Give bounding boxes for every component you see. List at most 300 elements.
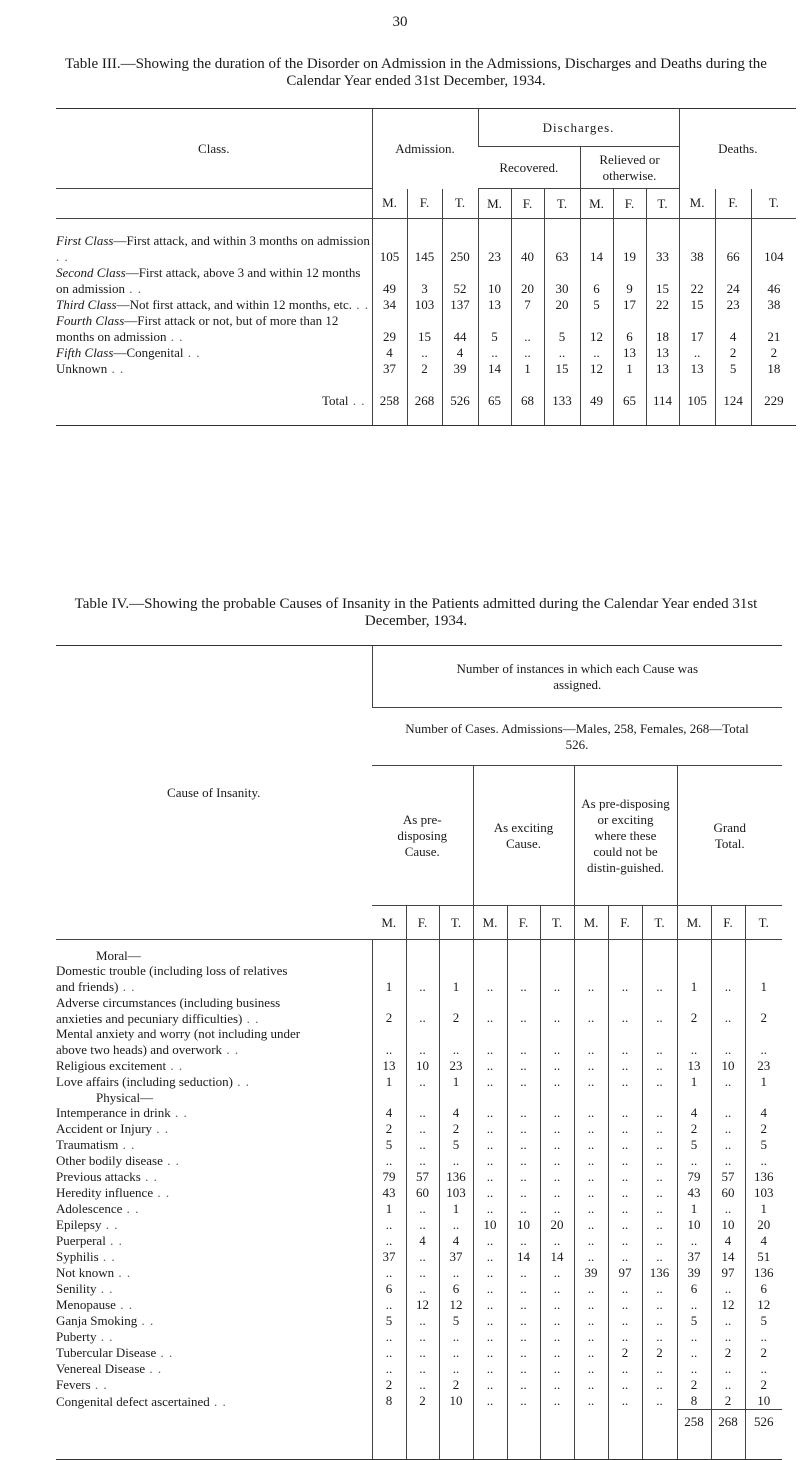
t4-cell: ..: [642, 1105, 677, 1121]
t4-cell: ..: [642, 1153, 677, 1169]
leader-dots: . .: [114, 1265, 132, 1281]
table-row: [56, 1217, 782, 1233]
t4-cell: ..: [507, 979, 540, 995]
t3-subhead-blank: [56, 189, 372, 219]
page-number: 30: [392, 14, 408, 30]
t4-cell: ..: [507, 1377, 540, 1393]
t4-cell: 97: [711, 1265, 745, 1281]
t3-subheader: T.: [442, 189, 478, 219]
t4-cell: ..: [574, 1137, 608, 1153]
table-row: [56, 1265, 782, 1281]
t4-cell: ..: [540, 1345, 574, 1361]
leader-dots: . .: [105, 1233, 123, 1249]
table-row: [56, 1090, 782, 1105]
t3-class-label: [56, 361, 372, 377]
t4-cell: ..: [439, 1329, 473, 1345]
t4-cell: 12: [711, 1297, 745, 1313]
t4-total-empty: [642, 1410, 677, 1460]
table-row: [56, 1169, 782, 1185]
t3-subheader: M.: [580, 189, 613, 219]
t4-total-empty: [507, 1410, 540, 1460]
t4-cell: ..: [574, 1345, 608, 1361]
table-row: [56, 963, 782, 978]
t4-cell: ..: [574, 1281, 608, 1297]
t4-cell: ..: [711, 1074, 745, 1090]
leader-dots: . .: [209, 1393, 227, 1409]
t3-cell: 20: [511, 265, 544, 297]
t4-cause-label: [56, 1249, 372, 1265]
t4-cell: ..: [711, 1121, 745, 1137]
t4-cell: [372, 1090, 406, 1105]
t4-cell: ..: [574, 1217, 608, 1233]
t4-cell: [642, 1090, 677, 1105]
table-row: [56, 1329, 782, 1345]
t3-class-description: —Not first attack, and within 12 months, etc.: [116, 297, 352, 312]
t4-cell: [473, 940, 507, 964]
t4-cell: 136: [745, 1265, 782, 1281]
table-row: [56, 1393, 782, 1410]
t3-cell: 38: [679, 219, 715, 266]
t3-cell: 21: [751, 313, 796, 345]
leader-dots: . .: [118, 1137, 136, 1153]
t3-discharges-header: Discharges.: [478, 109, 679, 147]
t4-cell: 2: [745, 1010, 782, 1026]
t4-cell: 4: [372, 1105, 406, 1121]
t4-cause-label: [56, 1265, 372, 1281]
t4-cell: 5: [439, 1137, 473, 1153]
leader-dots: . .: [124, 281, 142, 296]
t4-cell: ..: [540, 979, 574, 995]
t4-cell: [711, 1090, 745, 1105]
t4-cell: [608, 1026, 642, 1041]
t4-total-cell: 268: [711, 1410, 745, 1460]
t4-cell: [507, 963, 540, 978]
t4-cell: ..: [608, 1169, 642, 1185]
t4-cell: 1: [677, 979, 711, 995]
t4-cell: ..: [677, 1361, 711, 1377]
t4-cell: ..: [406, 1042, 439, 1058]
t4-cause-text: Love affairs (including seduction): [56, 1073, 234, 1089]
t3-cell: 17: [679, 313, 715, 345]
t3-cell: 20: [544, 297, 580, 313]
t3-cell: 63: [544, 219, 580, 266]
t4-cell: ..: [642, 1010, 677, 1026]
t4-cell: [608, 963, 642, 978]
t4-cell: ..: [608, 1137, 642, 1153]
t4-cell: ..: [574, 1233, 608, 1249]
t4-cell: ..: [473, 1201, 507, 1217]
t4-cell: [507, 1090, 540, 1105]
t4-cell: ..: [677, 1297, 711, 1313]
t4-cell: ..: [574, 1249, 608, 1265]
t4-cell: ..: [745, 1361, 782, 1377]
t4-cell: 8: [372, 1393, 406, 1410]
t4-cell: 39: [574, 1265, 608, 1281]
t3-recovered-header: Recovered.: [478, 147, 580, 189]
t4-cell: 6: [372, 1281, 406, 1297]
t4-cell: [745, 963, 782, 978]
t4-cell: 2: [711, 1345, 745, 1361]
t4-cell: ..: [642, 1233, 677, 1249]
t3-cell: 37: [372, 361, 407, 377]
t4-cell: ..: [406, 1217, 439, 1233]
t4-cause-label: [56, 1201, 372, 1217]
t4-cell: ..: [540, 1105, 574, 1121]
t4-cell: ..: [473, 1185, 507, 1201]
t4-cell: 10: [745, 1393, 782, 1410]
t4-cause-text: Not known: [56, 1265, 115, 1281]
t4-cell: ..: [406, 1313, 439, 1329]
t4-cause-text: Menopause: [56, 1297, 116, 1313]
table-row: [56, 979, 782, 995]
t3-total-cell: 268: [407, 377, 442, 425]
t4-cell: ..: [711, 1313, 745, 1329]
t3-cell: 40: [511, 219, 544, 266]
table-row: [56, 345, 796, 361]
leader-dots: . .: [242, 1010, 260, 1026]
t4-cell: 2: [642, 1345, 677, 1361]
t3-cell: 145: [407, 219, 442, 266]
table-row: [56, 297, 796, 313]
t4-cell: ..: [608, 1361, 642, 1377]
t3-cell: 4: [715, 313, 751, 345]
t3-cell: ..: [407, 345, 442, 361]
t3-cell: 10: [478, 265, 511, 297]
table-row: [56, 1074, 782, 1090]
t4-cell: 20: [540, 1217, 574, 1233]
t4-cell: 57: [406, 1169, 439, 1185]
t4-cause-label: [56, 1329, 372, 1345]
t4-cell: ..: [574, 1010, 608, 1026]
t4-cell: 10: [711, 1058, 745, 1074]
t4-cell: 5: [372, 1137, 406, 1153]
leader-dots: . .: [96, 1281, 114, 1297]
t4-cell: ..: [642, 1201, 677, 1217]
t3-admission-header: Admission.: [372, 109, 478, 189]
t4-cell: ..: [642, 1393, 677, 1410]
t3-cell: 105: [372, 219, 407, 266]
t4-cell: ..: [608, 1329, 642, 1345]
t4-cell: 4: [439, 1233, 473, 1249]
t4-cell: ..: [473, 1249, 507, 1265]
t4-cell: 37: [439, 1249, 473, 1265]
t4-cell: ..: [608, 1297, 642, 1313]
t4-cell: 1: [745, 1074, 782, 1090]
t4-cell: [745, 940, 782, 964]
t4-cause-text: Epilepsy: [56, 1217, 102, 1233]
t4-subheader: T.: [439, 906, 473, 940]
t3-cell: 2: [751, 345, 796, 361]
t4-subheader: T.: [745, 906, 782, 940]
t4-cell: 1: [677, 1074, 711, 1090]
t4-cell: 2: [439, 1377, 473, 1393]
t4-cell: ..: [406, 1265, 439, 1281]
t4-cell: ..: [473, 1153, 507, 1169]
t4-cell: ..: [406, 1329, 439, 1345]
t3-cell: 17: [613, 297, 646, 313]
t4-cell: ..: [745, 1153, 782, 1169]
t3-cell: 29: [372, 313, 407, 345]
t4-cell: ..: [574, 1377, 608, 1393]
t4-cause-text: Intemperance in drink: [56, 1105, 171, 1121]
t4-cell: 12: [406, 1297, 439, 1313]
t4-cell: ..: [677, 1329, 711, 1345]
t4-cell: [439, 940, 473, 964]
table3-caption: Table III.—Showing the duration of the Disorder on Admission in the Admissions, Discharges and Deaths during the Calendar Year ended 31st December, 1934.: [65, 56, 767, 89]
t4-cell: [372, 940, 406, 964]
t4-cause-label: [56, 1217, 372, 1233]
t3-cell: 22: [679, 265, 715, 297]
t4-cell: ..: [507, 1042, 540, 1058]
t4-cell: ..: [473, 1105, 507, 1121]
t3-cell: 14: [580, 219, 613, 266]
t4-cell: ..: [711, 1377, 745, 1393]
t4-subheader: M.: [677, 906, 711, 940]
t4-cell: [574, 940, 608, 964]
t3-cell: 15: [407, 313, 442, 345]
t4-subheader: M.: [372, 906, 406, 940]
t4-cell: ..: [608, 1074, 642, 1090]
t4-cause-label: [56, 1026, 372, 1041]
t4-cause-text: anxieties and pecuniary difficulties): [56, 1010, 243, 1026]
t4-indistinguishable-header: As pre-disposing or exciting where these could not be distin-guished.: [574, 766, 677, 906]
t3-total-cell: 65: [478, 377, 511, 425]
t3-cell: 30: [544, 265, 580, 297]
t4-cell: ..: [745, 1042, 782, 1058]
t4-cell: ..: [473, 1121, 507, 1137]
t4-cell: 5: [677, 1137, 711, 1153]
t3-class-description: —First attack, above 3 and within 12 months on admission: [56, 265, 361, 296]
t4-cell: ..: [473, 1265, 507, 1281]
t4-cell: ..: [574, 1121, 608, 1137]
t4-cell: 60: [406, 1185, 439, 1201]
t4-cell: ..: [372, 1265, 406, 1281]
t3-cell: 5: [544, 313, 580, 345]
t4-cell: [372, 995, 406, 1010]
t4-cell: 79: [372, 1169, 406, 1185]
t4-cell: ..: [473, 1329, 507, 1345]
t4-cell: ..: [507, 1074, 540, 1090]
t4-cell: 2: [439, 1010, 473, 1026]
t4-cell: ..: [608, 1010, 642, 1026]
t4-cell: 10: [439, 1393, 473, 1410]
t4-cell: ..: [473, 1281, 507, 1297]
t4-cell: ..: [574, 1297, 608, 1313]
t3-total-row: [56, 377, 796, 425]
t4-cause-label: [56, 1393, 372, 1410]
t4-cause-text: Ganja Smoking: [56, 1313, 138, 1329]
t4-cell: ..: [507, 1201, 540, 1217]
t4-total-empty: [406, 1410, 439, 1460]
table-row: [56, 1042, 782, 1058]
t4-cause-label: [56, 1169, 372, 1185]
t3-cell: ..: [511, 345, 544, 361]
t4-cell: 1: [677, 1201, 711, 1217]
t4-cell: ..: [372, 1042, 406, 1058]
t4-cell: ..: [574, 1393, 608, 1410]
t4-cause-text: Domestic trouble (including loss of relatives: [56, 963, 288, 979]
t3-cell: 2: [715, 345, 751, 361]
t4-cell: ..: [574, 1153, 608, 1169]
t3-cell: ..: [511, 313, 544, 345]
t4-cell: [608, 940, 642, 964]
t4-cell: 136: [439, 1169, 473, 1185]
table-row: [56, 1010, 782, 1026]
t4-cause-text: Congenital defect ascertained: [56, 1393, 210, 1409]
t4-cell: 2: [677, 1121, 711, 1137]
t4-cell: 6: [745, 1281, 782, 1297]
t4-cell: ..: [439, 1153, 473, 1169]
t4-cell: ..: [406, 1345, 439, 1361]
t3-class-name: Second Class: [56, 265, 126, 280]
t4-cell: 43: [677, 1185, 711, 1201]
t4-cause-label: [56, 1153, 372, 1169]
t3-class-description: —First attack, and within 3 months on admission: [113, 233, 370, 248]
leader-dots: . .: [351, 297, 369, 312]
t4-cell: ..: [372, 1233, 406, 1249]
t4-total-empty: [608, 1410, 642, 1460]
t3-cell: 2: [407, 361, 442, 377]
t4-exciting-header: As exciting Cause.: [473, 766, 574, 906]
leader-dots: . .: [153, 1185, 171, 1201]
t3-subheader: T.: [646, 189, 679, 219]
t4-cause-text: Other bodily disease: [56, 1153, 163, 1169]
table-row: [56, 1377, 782, 1393]
t4-cell: [642, 1026, 677, 1041]
t4-cell: ..: [439, 1042, 473, 1058]
t4-cell: [608, 995, 642, 1010]
t4-cell: 4: [745, 1233, 782, 1249]
t4-cause-label: [56, 1233, 372, 1249]
t4-cause-text: and friends): [56, 979, 119, 995]
leader-dots: . .: [166, 1057, 184, 1073]
t4-cell: ..: [608, 1281, 642, 1297]
t3-cell: 1: [511, 361, 544, 377]
table-row: [56, 1026, 782, 1041]
t4-cell: ..: [608, 1185, 642, 1201]
t3-cell: 52: [442, 265, 478, 297]
t4-cause-text: Puerperal: [56, 1233, 106, 1249]
t4-cell: [406, 995, 439, 1010]
t4-cell: [406, 940, 439, 964]
t3-cell: 23: [715, 297, 751, 313]
t4-cell: ..: [372, 1297, 406, 1313]
t4-cell: 1: [745, 979, 782, 995]
t4-cause-text: above two heads) and overwork: [56, 1041, 223, 1057]
t3-cell: 250: [442, 219, 478, 266]
t4-cell: [745, 1026, 782, 1041]
t4-cell: 10: [406, 1058, 439, 1074]
t4-cell: ..: [608, 1249, 642, 1265]
t4-cell: ..: [507, 1233, 540, 1249]
t4-instances-header: Number of instances in which each Cause was assigned.: [372, 646, 782, 708]
table4: [56, 645, 782, 1460]
t4-cell: 79: [677, 1169, 711, 1185]
t4-cell: ..: [540, 1169, 574, 1185]
t4-total-empty: [439, 1410, 473, 1460]
t4-cell: ..: [574, 1058, 608, 1074]
t4-cell: ..: [608, 1121, 642, 1137]
leader-dots: . .: [137, 1313, 155, 1329]
t3-total-cell: 133: [544, 377, 580, 425]
t4-cell: ..: [711, 1137, 745, 1153]
t4-cause-text: Tubercular Disease: [56, 1345, 157, 1361]
t4-predisposing-header: As pre-disposing Cause.: [372, 766, 473, 906]
t4-cause-label: [56, 1377, 372, 1393]
table-row: [56, 1105, 782, 1121]
t4-cell: 5: [745, 1137, 782, 1153]
t4-cell: [540, 940, 574, 964]
t3-cell: 44: [442, 313, 478, 345]
t4-cell: ..: [540, 1185, 574, 1201]
t3-cell: 39: [442, 361, 478, 377]
t4-cell: ..: [642, 1042, 677, 1058]
t3-total-cell: 124: [715, 377, 751, 425]
t4-cause-text: Senility: [56, 1281, 97, 1297]
t3-cell: 13: [646, 361, 679, 377]
leader-dots: . .: [96, 1329, 114, 1345]
t4-cell: [745, 1090, 782, 1105]
t4-cell: ..: [406, 1010, 439, 1026]
t4-cell: 5: [439, 1313, 473, 1329]
t3-class-label: [56, 297, 372, 313]
t4-cell: [473, 1090, 507, 1105]
t4-cell: [473, 963, 507, 978]
t4-cell: ..: [642, 1185, 677, 1201]
t3-total-cell: 114: [646, 377, 679, 425]
leader-dots: . .: [233, 1073, 251, 1089]
table-row: [56, 219, 796, 266]
t4-cell: ..: [642, 1249, 677, 1265]
leader-dots: . .: [90, 1377, 108, 1393]
t3-cell: 104: [751, 219, 796, 266]
t4-cell: [642, 940, 677, 964]
t4-cell: ..: [677, 1153, 711, 1169]
t4-cell: ..: [372, 1329, 406, 1345]
t4-cause-label: [56, 1297, 372, 1313]
t4-cell: [574, 1026, 608, 1041]
t3-total-cell: 258: [372, 377, 407, 425]
t4-cell: 4: [745, 1105, 782, 1121]
table-row: [56, 1153, 782, 1169]
t3-class-name: Fourth Class: [56, 313, 125, 328]
t4-cell: [439, 995, 473, 1010]
t4-cell: ..: [642, 1217, 677, 1233]
t4-cell: 2: [677, 1377, 711, 1393]
t3-total-cell: 105: [679, 377, 715, 425]
t4-cell: ..: [507, 1361, 540, 1377]
t4-cell: ..: [473, 1377, 507, 1393]
leader-dots: . .: [122, 1201, 140, 1217]
t4-cell: ..: [642, 1137, 677, 1153]
t4-cell: ..: [608, 1042, 642, 1058]
t3-total-label: Total: [321, 392, 349, 408]
leader-dots: . .: [348, 392, 366, 408]
t4-cell: ..: [677, 1345, 711, 1361]
t4-cell: [574, 995, 608, 1010]
t3-class-label: [56, 313, 372, 345]
t4-cause-text: Adolescence: [56, 1201, 123, 1217]
t4-cell: 51: [745, 1249, 782, 1265]
t4-cell: ..: [507, 1010, 540, 1026]
t4-cell: ..: [507, 1329, 540, 1345]
t4-cell: [406, 1090, 439, 1105]
t4-cell: ..: [608, 1233, 642, 1249]
t3-cell: 49: [372, 265, 407, 297]
t4-cause-label: [56, 1058, 372, 1074]
t4-cell: ..: [608, 1058, 642, 1074]
t4-cell: 5: [745, 1313, 782, 1329]
